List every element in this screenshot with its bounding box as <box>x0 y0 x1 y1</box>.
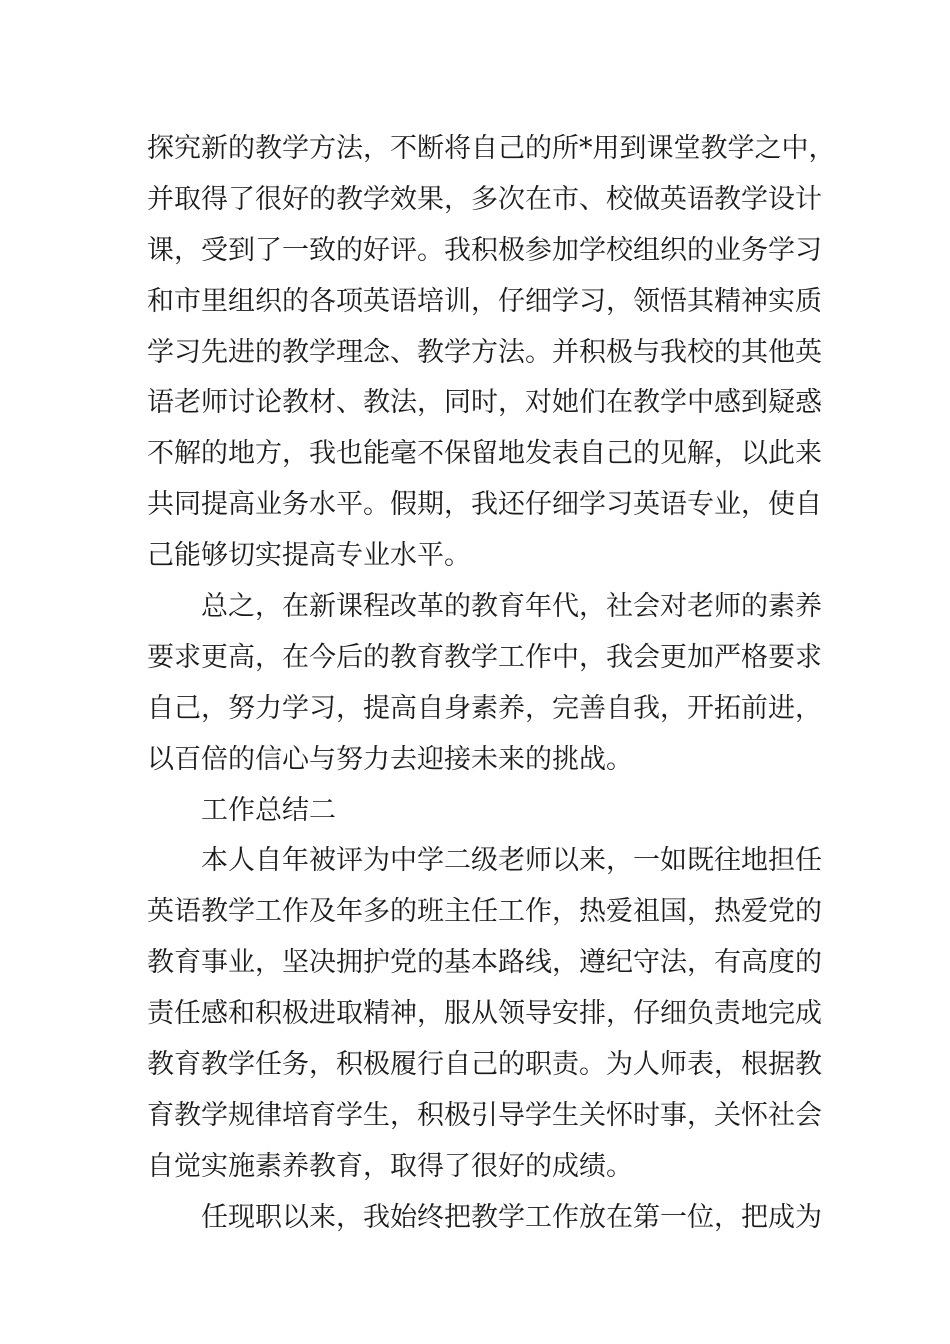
text-line: 己能够切实提高专业水平。 <box>147 540 471 572</box>
text-line: 共同提高业务水平。假期，我还仔细学习英语专业，使自 <box>147 489 822 521</box>
paragraph <box>147 582 822 786</box>
paragraph <box>147 124 836 582</box>
heading-text: 工作总结二 <box>201 794 336 826</box>
text-line: 以百倍的信心与努力去迎接未来的挑战。 <box>147 743 633 775</box>
text-line: 英语教学工作及年多的班主任工作，热爱祖国，热爱党的 <box>147 896 822 928</box>
text-line: 语老师讨论教材、教法，同时，对她们在教学中感到疑惑 <box>147 387 822 419</box>
text-line: 教育教学任务，积极履行自己的职责。为人师表，根据教 <box>147 1049 822 1081</box>
text-line: 总之，在新课程改革的教育年代，社会对老师的素养 <box>201 591 822 623</box>
text-line: 自己，努力学习，提高自身素养，完善自我，开拓前进， <box>147 692 822 724</box>
paragraph <box>147 1193 822 1244</box>
paragraph <box>147 836 822 1192</box>
text-line: 育教学规律培育学生，积极引导学生关怀时事，关怀社会 <box>147 1099 822 1131</box>
text-line: 任现职以来，我始终把教学工作放在第一位，把成为 <box>201 1201 822 1233</box>
text-line: 学习先进的教学理念、教学方法。并积极与我校的其他英 <box>147 336 822 368</box>
text-line: 教育事业，坚决拥护党的基本路线，遵纪守法，有高度的 <box>147 947 822 979</box>
text-line: 探究新的教学方法，不断将自己的所*用到课堂教学之中， <box>147 133 836 164</box>
text-line: 责任感和积极进取精神，服从领导安排，仔细负责地完成 <box>147 998 822 1030</box>
text-line: 并取得了很好的教学效果，多次在市、校做英语教学设计 <box>147 183 822 215</box>
text-line: 不解的地方，我也能毫不保留地发表自己的见解，以此来 <box>147 438 822 470</box>
section-heading <box>147 786 807 837</box>
text-line: 本人自年被评为中学二级老师以来，一如既往地担任 <box>201 845 822 877</box>
document-body <box>147 124 836 1244</box>
text-line: 课，受到了一致的好评。我积极参加学校组织的业务学习 <box>147 234 822 266</box>
text-line: 和市里组织的各项英语培训，仔细学习，领悟其精神实质 <box>147 285 822 317</box>
text-line: 自觉实施素养教育，取得了很好的成绩。 <box>147 1150 633 1182</box>
text-line: 要求更高，在今后的教育教学工作中，我会更加严格要求 <box>147 641 822 673</box>
